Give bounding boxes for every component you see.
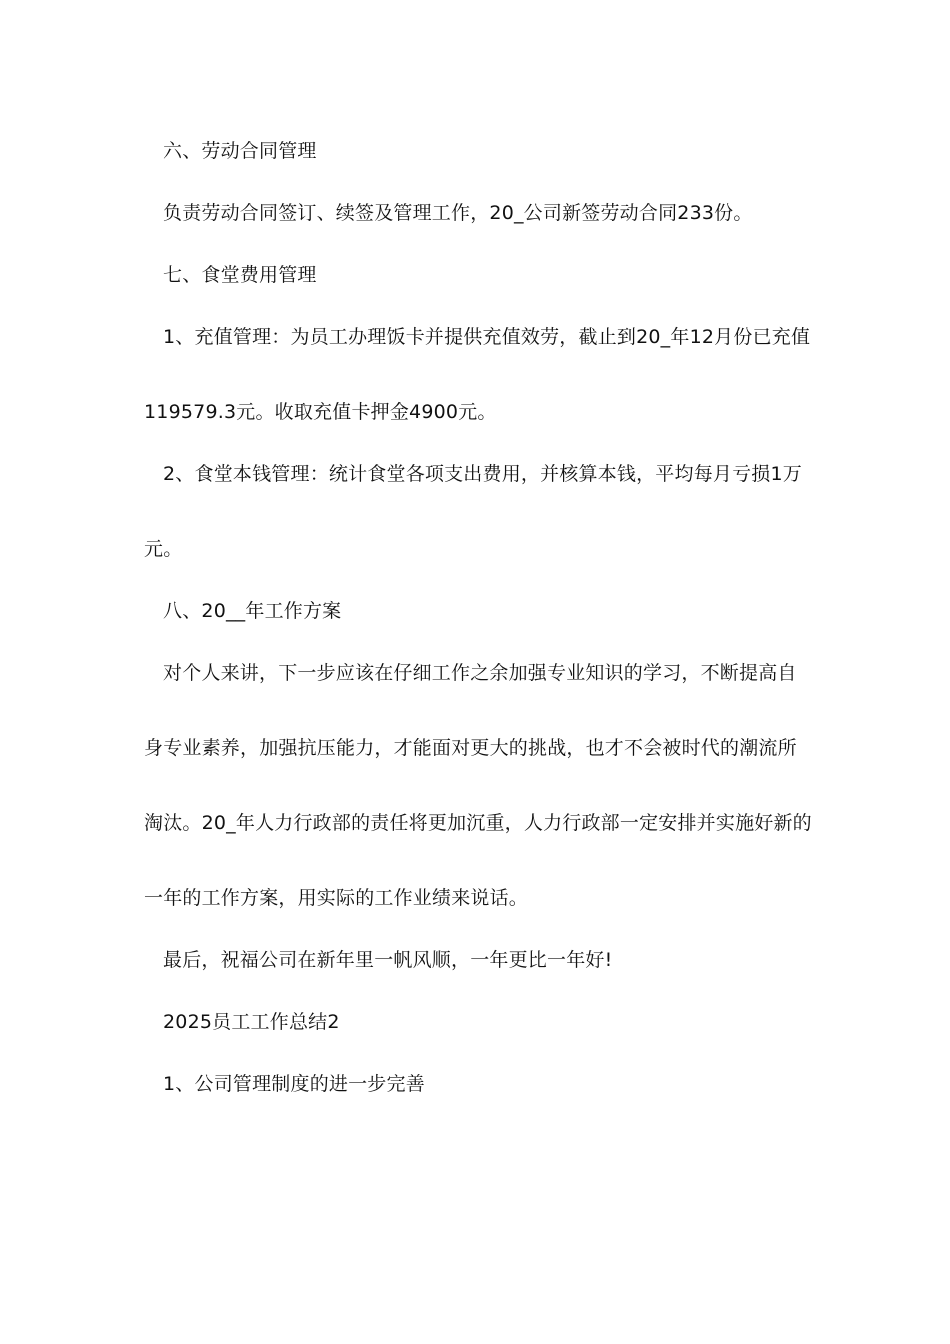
paragraph-plan-line-3: 淘汰。20_年人力行政部的责任将更加沉重，人力行政部一定安排并实施好新的 [144,812,812,834]
paragraph-cost-line-2: 元。 [144,538,183,560]
section-heading-canteen: 七、食堂费用管理 [163,264,317,286]
section-heading-labor-contract: 六、劳动合同管理 [163,140,317,162]
paragraph-plan-line-1: 对个人来讲，下一步应该在仔细工作之余加强专业知识的学习，不断提高自 [163,662,797,684]
paragraph-plan-line-2: 身专业素养，加强抗压能力，才能面对更大的挑战，也才不会被时代的潮流所 [144,737,797,759]
paragraph-recharge-line-1: 1、充值管理：为员工办理饭卡并提供充值效劳，截止到20_年12月份已充值 [163,326,811,348]
paragraph-labor-contract: 负责劳动合同签订、续签及管理工作，20_公司新签劳动合同233份。 [163,202,753,224]
paragraph-plan-line-4: 一年的工作方案，用实际的工作业绩来说话。 [144,887,529,909]
section-heading-management-system: 1、公司管理制度的进一步完善 [163,1073,425,1095]
paragraph-closing-wish: 最后，祝福公司在新年里一帆风顺，一年更比一年好! [163,949,613,971]
paragraph-recharge-line-2: 119579.3元。收取充值卡押金4900元。 [144,401,497,423]
section-heading-work-plan: 八、20__年工作方案 [163,600,342,622]
document-subtitle: 2025员工工作总结2 [163,1011,340,1033]
paragraph-cost-line-1: 2、食堂本钱管理：统计食堂各项支出费用，并核算本钱，平均每月亏损1万 [163,463,802,485]
